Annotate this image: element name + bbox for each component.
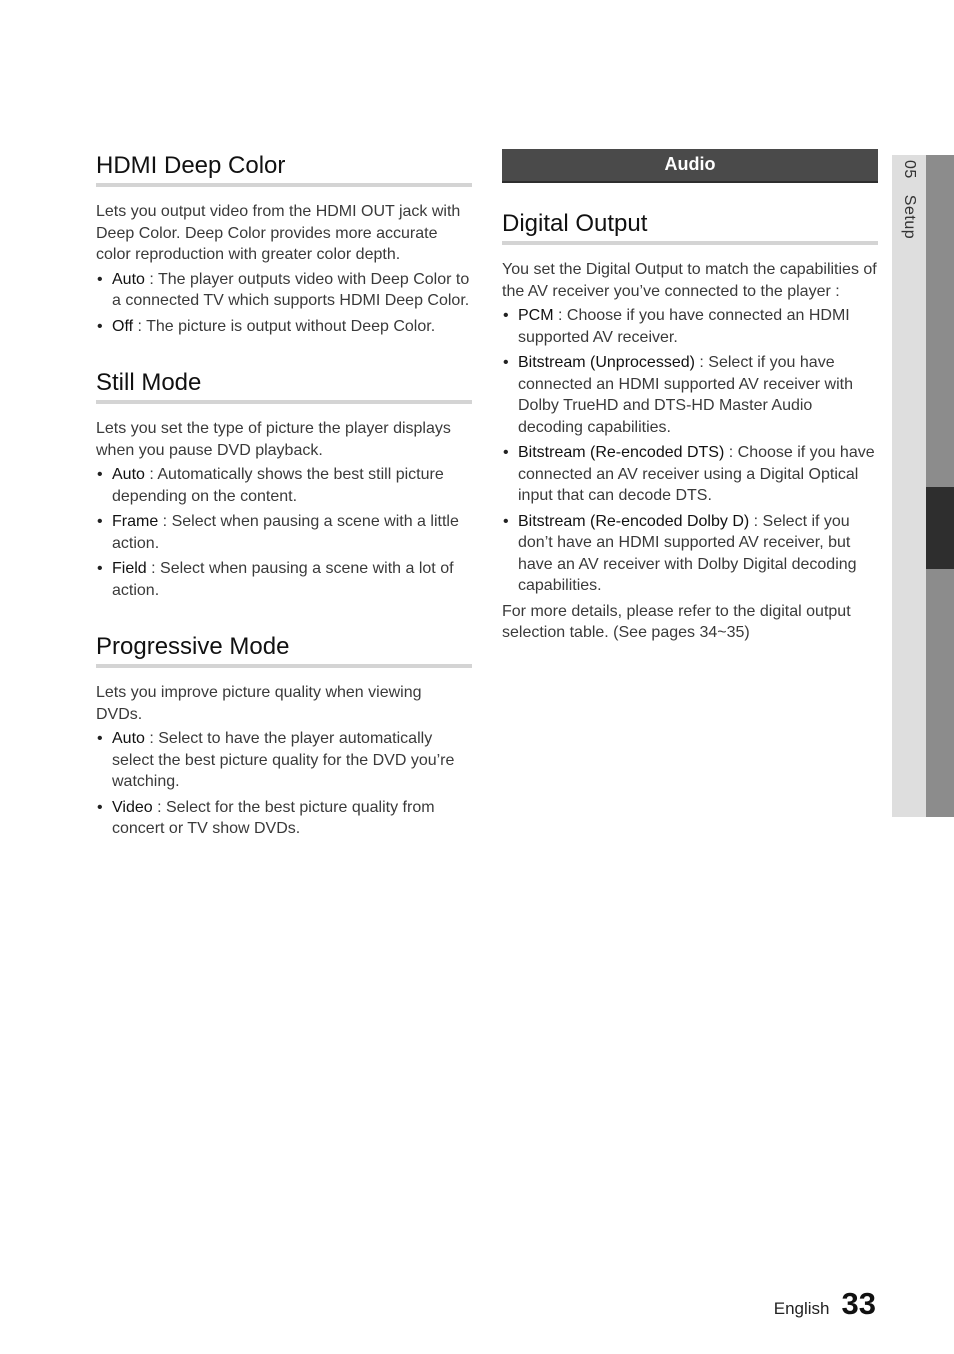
option-desc: : The picture is output without Deep Color.: [133, 317, 436, 335]
option-desc: : Automatically shows the best still picture depending on the content.: [112, 466, 444, 505]
option-desc: : Choose if you have connected an HDMI supported AV receiver.: [518, 307, 850, 346]
section-title: HDMI Deep Color: [96, 152, 472, 187]
list-item: [502, 352, 878, 438]
bullet-icon: •: [97, 798, 103, 816]
option-term: Auto: [112, 466, 145, 483]
hdmi-deep-color-section: [96, 152, 472, 337]
chapter-tab-marker: [926, 487, 954, 569]
bullet-icon: •: [97, 730, 103, 747]
bullet-icon: •: [503, 512, 509, 530]
bullet-icon: •: [97, 466, 103, 483]
list-item: [502, 442, 878, 507]
option-term: Bitstream (Re-encoded DTS): [518, 444, 725, 461]
option-term: PCM: [518, 307, 554, 324]
list-item: [502, 305, 878, 348]
list-item: [502, 511, 878, 597]
option-term: Off: [112, 317, 134, 335]
section-intro: Lets you output video from the HDMI OUT jack with Deep Color. Deep Color provides more accurate color reproduction with greater color depth.: [96, 203, 461, 263]
section-title: Progressive Mode: [96, 633, 472, 668]
bullet-icon: •: [503, 354, 509, 371]
still-mode-section: [96, 369, 472, 601]
option-term: Frame: [112, 513, 159, 530]
chapter-tab-stripe: [926, 155, 954, 817]
list-item: [96, 316, 472, 338]
list-item: [96, 464, 472, 507]
option-desc: : The player outputs video with Deep Color to a connected TV which supports HDMI Deep Color.: [112, 270, 470, 309]
bullet-icon: •: [97, 560, 103, 577]
option-list: [96, 269, 472, 338]
page-number: 33: [841, 1286, 876, 1321]
list-item: [96, 797, 472, 840]
digital-output-section: [502, 210, 878, 644]
option-term: Bitstream (Unprocessed): [518, 354, 695, 371]
chapter-tab-label: [900, 160, 918, 239]
option-desc: : Select if you have connected an HDMI supported AV receiver with Dolby TrueHD and DTS-HD Master Audio decoding capabilities.: [518, 354, 853, 436]
option-term: Field: [112, 560, 147, 577]
bullet-icon: •: [503, 444, 509, 461]
option-term: Auto: [112, 270, 145, 288]
list-item: [96, 728, 472, 793]
option-term: Auto: [112, 730, 145, 747]
bullet-icon: •: [97, 270, 103, 288]
option-term: Bitstream (Re-encoded Dolby D): [518, 512, 750, 530]
option-desc: : Select for the best picture quality from concert or TV show DVDs.: [112, 798, 435, 837]
chapter-name: Setup: [901, 194, 918, 240]
option-desc: : Select if you don’t have an HDMI supported AV receiver, but have an AV receiver with Dolby Digital decoding capabilities.: [518, 512, 857, 594]
section-title: Digital Output: [502, 210, 878, 245]
chapter-tab-background: [892, 155, 926, 817]
option-desc: : Choose if you have connected an AV receiver using a Digital Optical input that can decode DTS.: [518, 444, 875, 504]
bullet-icon: •: [503, 307, 509, 324]
category-bar-audio: Audio: [502, 149, 878, 183]
footer-language: English: [773, 1299, 830, 1318]
list-item: [96, 269, 472, 312]
option-list: [96, 728, 472, 840]
section-intro: Lets you set the type of picture the player displays when you pause DVD playback.: [96, 420, 451, 459]
page-footer: [774, 1286, 876, 1322]
progressive-mode-section: [96, 633, 472, 840]
right-column: [502, 152, 878, 676]
option-desc: : Select when pausing a scene with a little action.: [112, 513, 459, 552]
chapter-number: 05: [901, 160, 918, 179]
option-list: [502, 305, 878, 597]
option-list: [96, 464, 472, 601]
list-item: [96, 511, 472, 554]
section-title: Still Mode: [96, 369, 472, 404]
bullet-icon: •: [97, 513, 103, 530]
option-desc: : Select to have the player automatically select the best picture quality for the DVD you’re watching.: [112, 730, 455, 790]
section-intro: You set the Digital Output to match the capabilities of the AV receiver you’ve connected to the player :: [502, 261, 877, 300]
option-desc: : Select when pausing a scene with a lot of action.: [112, 560, 454, 599]
option-term: Video: [112, 798, 153, 816]
list-item: [96, 558, 472, 601]
left-column: [96, 152, 472, 872]
bullet-icon: •: [97, 317, 103, 335]
section-intro: Lets you improve picture quality when viewing DVDs.: [96, 684, 422, 723]
section-footnote: For more details, please refer to the digital output selection table. (See pages 34~35): [502, 602, 851, 641]
